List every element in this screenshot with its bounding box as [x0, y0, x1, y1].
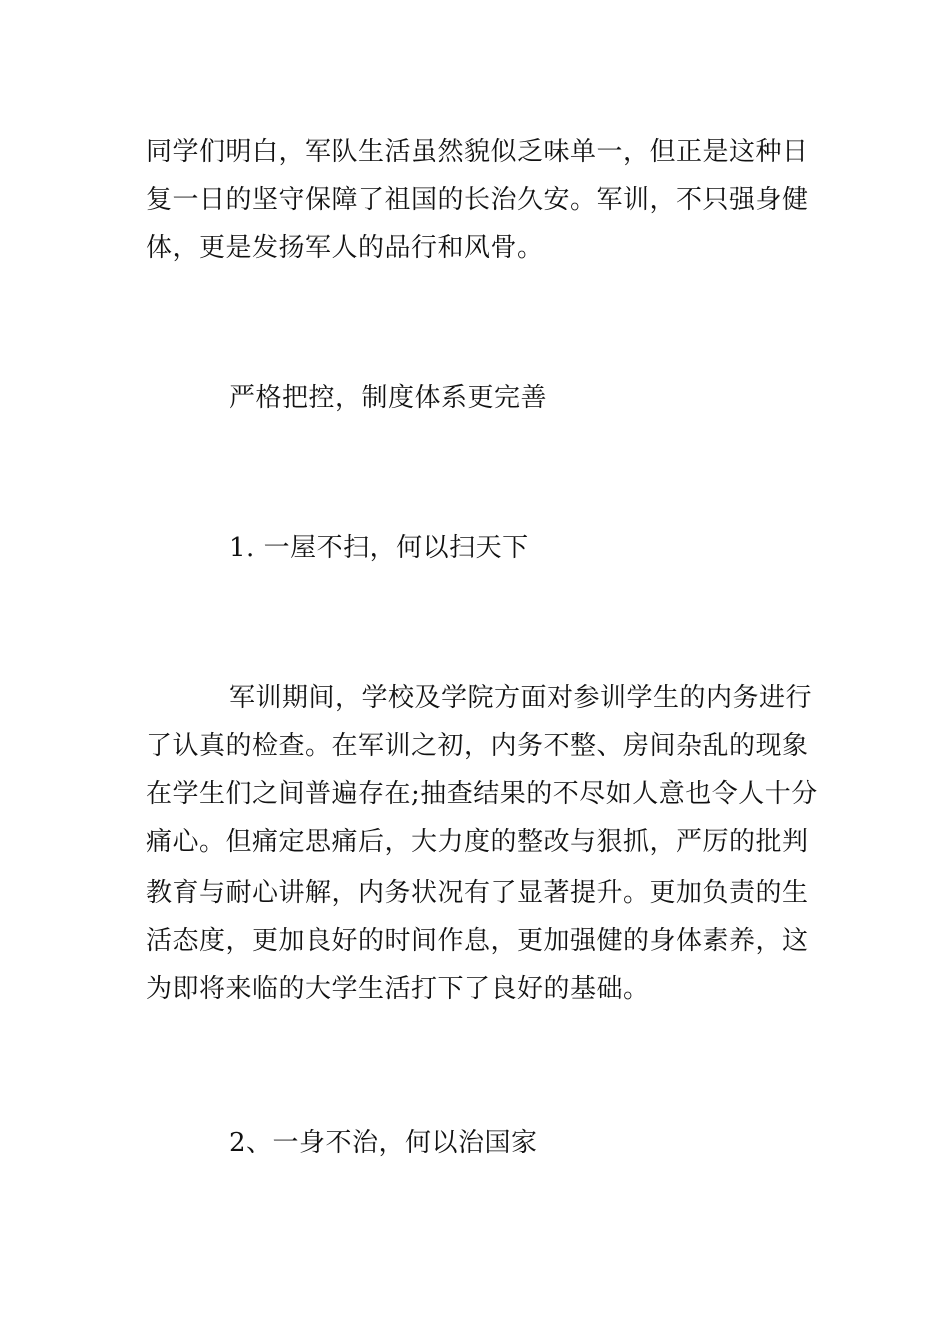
- section-heading: 严格把控，制度体系更完善: [229, 383, 548, 413]
- paragraph-2-line-6: 活态度，更加良好的时间作息，更加强健的身体素养，这: [146, 926, 809, 956]
- subheading-2: 2、一身不治，何以治国家: [229, 1128, 538, 1158]
- paragraph-2-line-2: 了认真的检查。在军训之初，内务不整、房间杂乱的现象: [146, 731, 809, 761]
- paragraph-2-line-1: 军训期间，学校及学院方面对参训学生的内务进行: [229, 683, 813, 713]
- paragraph-2-line-3: 在学生们之间普遍存在;抽查结果的不尽如人意也令人十分: [146, 779, 818, 809]
- subheading-1: 1. 一屋不扫，何以扫天下: [229, 533, 529, 563]
- paragraph-1-line-3: 体，更是发扬军人的品行和风骨。: [146, 233, 544, 263]
- paragraph-2-line-5: 教育与耐心讲解，内务状况有了显著提升。更加负责的生: [146, 878, 809, 908]
- paragraph-1-line-1: 同学们明白，军队生活虽然貌似乏味单一，但正是这种日: [146, 137, 809, 167]
- paragraph-2-line-4: 痛心。但痛定思痛后，大力度的整改与狠抓，严厉的批判: [146, 827, 809, 857]
- paragraph-1-line-2: 复一日的坚守保障了祖国的长治久安。军训，不只强身健: [146, 185, 809, 215]
- paragraph-2-line-7: 为即将来临的大学生活打下了良好的基础。: [146, 974, 650, 1004]
